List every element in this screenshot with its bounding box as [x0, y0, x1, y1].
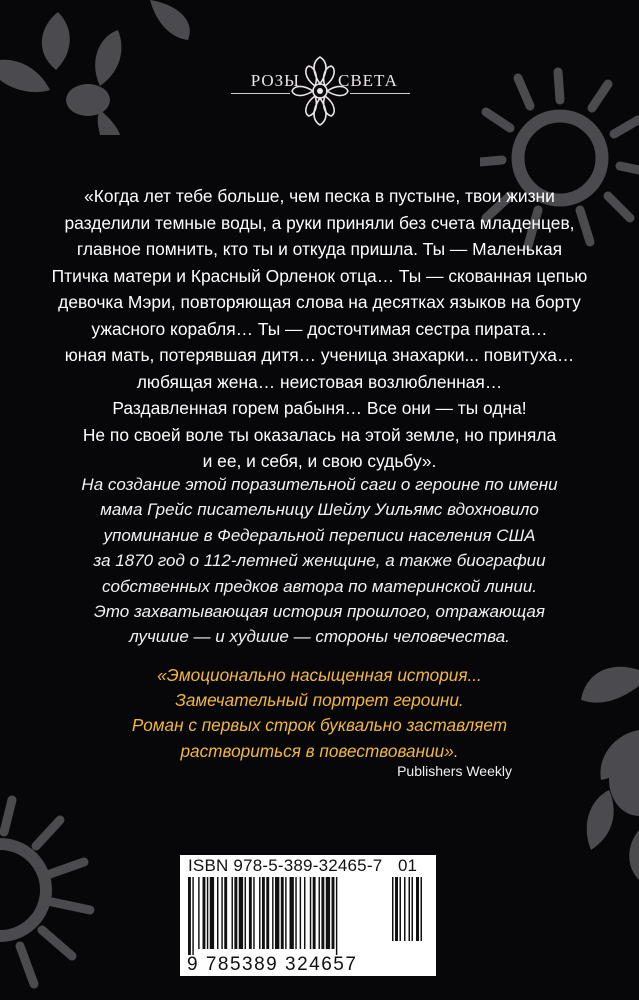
review-line: «Эмоционально насыщенная история... — [157, 665, 482, 685]
barcode-bar — [217, 877, 218, 949]
quote-line: Раздавленная горем рабыня… Все они — ты одна! — [112, 398, 527, 418]
description-line: Это захватывающая история прошлого, отражающая — [94, 602, 545, 622]
description-line: На создание этой поразительной саги о героине по имени — [81, 475, 558, 494]
barcode-bar — [253, 877, 254, 949]
barcode-bar — [245, 877, 246, 949]
description-line: лучшие — и худшие — стороны человечества. — [129, 627, 510, 647]
series-rule-left — [231, 93, 290, 94]
review-quote — [100, 663, 539, 764]
barcode-bar — [249, 877, 252, 949]
barcode-addon-bar — [404, 877, 406, 941]
barcode-addon-bar — [421, 877, 423, 941]
barcode-bar — [198, 877, 199, 949]
barcode — [180, 855, 436, 976]
book-description — [40, 472, 599, 650]
barcode-bar — [239, 877, 243, 949]
series-name-right: СВЕТА — [338, 71, 398, 90]
barcode-addon-bar — [416, 877, 419, 941]
barcode-bar — [188, 877, 191, 955]
review-line: Роман с первых строк буквально заставляет — [131, 715, 508, 736]
barcode-bar — [332, 877, 335, 949]
series-rule-right — [350, 93, 410, 94]
quote-line: «Когда лет тебе больше, чем песка в пустыне, твои жизни — [84, 186, 555, 206]
barcode-bar — [266, 877, 269, 949]
barcode-bar — [224, 877, 227, 949]
barcode-bar — [300, 877, 301, 949]
barcode-bar — [210, 877, 214, 949]
isbn-number: ISBN 978-5-389-32465-7 — [188, 856, 383, 875]
description-line: за 1870 год о 112-летней женщине, а также биографии — [93, 551, 546, 571]
rose-icon — [290, 54, 350, 128]
barcode-bar — [310, 877, 311, 949]
barcode-bar — [285, 877, 286, 949]
description-line: мама Грейс писательницу Шейлу Уильямс вдохновило — [100, 500, 539, 520]
series-name-left: РОЗЫ — [250, 71, 300, 90]
barcode-bar — [232, 877, 233, 949]
barcode-bar — [281, 877, 284, 949]
barcode-bar — [275, 877, 279, 949]
review-line: раствориться в повествовании». — [180, 740, 459, 761]
quote-line: юная мать, потерявшая дитя… ученица знахарки... повитуха… — [64, 345, 575, 365]
description-line: упоминание в Федеральной переписи населения США — [103, 525, 536, 545]
barcode-bar — [207, 877, 208, 949]
series-logo — [0, 52, 639, 132]
barcode-bar — [272, 877, 273, 949]
book-quote — [40, 183, 599, 475]
quote-line: Птичка матери и Красный Орленок отца… Ты — скованная цепью — [51, 265, 588, 286]
quote-line: Не по своей воле ты оказалась на этой земле, но приняла — [82, 424, 557, 445]
barcode-bar — [326, 877, 330, 949]
quote-line: разделили темные воды, а руки приняли без счета младенцев, — [64, 212, 575, 233]
review-source: Publishers Weekly — [397, 763, 512, 779]
barcode-bar — [234, 877, 237, 949]
quote-line: ужасного корабля… Ты — досточтимая сестра пирата… — [91, 318, 548, 339]
barcode-bar — [321, 877, 324, 949]
quote-line: девочка Мэри, повторяющая слова на десятках языков на борту — [58, 292, 581, 312]
quote-line: главное помнить, кто ты и откуда пришла. Ты — Маленькая — [76, 239, 563, 259]
barcode-digits: 9 785389 324657 — [187, 954, 358, 975]
barcode-bar — [336, 877, 337, 955]
barcode-bars — [188, 877, 430, 955]
barcode-bar — [290, 877, 294, 949]
barcode-bar — [221, 877, 222, 949]
barcode-bar — [259, 877, 260, 949]
barcode-bar — [192, 877, 193, 955]
barcode-bar — [304, 877, 305, 949]
barcode-addon-bar — [412, 877, 414, 941]
barcode-addon-bar — [409, 877, 411, 941]
quote-line: и ее, и себя, и свою судьбу». — [202, 451, 437, 471]
barcode-bar — [203, 877, 206, 949]
barcode-addon-bar — [400, 877, 402, 941]
barcode-bar — [319, 877, 320, 949]
barcode-bar — [262, 877, 265, 949]
review-line: Замечательный портрет героини. — [175, 690, 464, 711]
sun-ornament-bottom-left — [0, 770, 110, 1000]
description-line: собственных предков автора по материнской линии. — [101, 576, 538, 596]
barcode-bar — [313, 877, 316, 949]
barcode-bar — [295, 877, 296, 949]
barcode-addon-bar — [395, 877, 398, 941]
barcode-addon-bar — [392, 877, 394, 941]
quote-line: любящая жена… неистовая возлюбленная… — [136, 371, 503, 392]
barcode-addon-number: 01 — [398, 856, 417, 875]
